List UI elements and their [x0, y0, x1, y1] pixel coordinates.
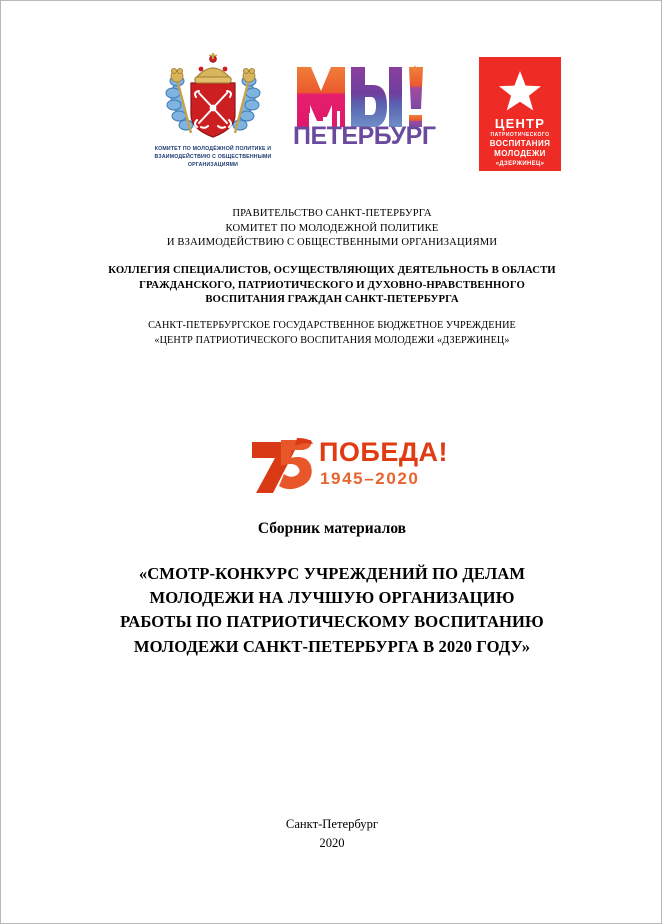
- dzerzhinets-line-4: МОЛОДЕЖИ: [494, 149, 546, 158]
- organization-line-3: И ВЗАИМОДЕЙСТВИЮ С ОБЩЕСТВЕННЫМИ ОРГАНИЗАЦИЯМИ: [166, 237, 498, 249]
- collection-subtitle: Сборник материалов: [257, 520, 407, 537]
- my-peterburg-wordmark-icon: [293, 65, 443, 127]
- dzerzhinets-line-5: «ДЗЕРЖИНЕЦ»: [495, 161, 545, 167]
- my-peterburg-logo: [293, 65, 443, 165]
- dzerzhinets-line-2: ПАТРИОТИЧЕСКОГО: [490, 132, 550, 138]
- victory-years: 1945–2020: [320, 469, 420, 488]
- five-pointed-star-icon: [498, 70, 542, 112]
- institution-block: [1, 319, 662, 348]
- page-title: [1, 562, 662, 659]
- victory-75-numeral-icon: [251, 436, 315, 494]
- organization-line-1: ПРАВИТЕЛЬСТВО САНКТ-ПЕТЕРБУРГА: [232, 208, 432, 219]
- collegium-block: [1, 263, 662, 307]
- dzerzhinets-line-3: ВОСПИТАНИЯ: [489, 139, 551, 148]
- dzerzhinets-text: [479, 117, 561, 169]
- title-line-3: РАБОТЫ ПО ПАТРИОТИЧЕСКОМУ ВОСПИТАНИЮ: [120, 612, 544, 632]
- organization-line-2: КОМИТЕТ ПО МОЛОДЕЖНОЙ ПОЛИТИКЕ: [225, 222, 439, 234]
- collegium-line-3: ВОСПИТАНИЯ ГРАЖДАН САНКТ-ПЕТЕРБУРГА: [205, 293, 459, 306]
- victory-word: ПОБЕДА!: [319, 437, 449, 467]
- saint-petersburg-coat-of-arms-icon: [133, 53, 293, 145]
- title-line-2: МОЛОДЕЖИ НА ЛУЧШУЮ ОРГАНИЗАЦИЮ: [149, 588, 515, 608]
- logo-row: [1, 53, 662, 173]
- collegium-line-1: КОЛЛЕГИЯ СПЕЦИАЛИСТОВ, ОСУЩЕСТВЛЯЮЩИХ ДЕЯТЕЛЬНОСТЬ В ОБЛАСТИ: [108, 264, 556, 276]
- collegium-line-2: ГРАЖДАНСКОГО, ПАТРИОТИЧЕСКОГО И ДУХОВНО-НРАВСТВЕННОГО: [139, 278, 525, 291]
- spb-committee-caption: [133, 145, 293, 169]
- institution-line-2: «ЦЕНТР ПАТРИОТИЧЕСКОГО ВОСПИТАНИЯ МОЛОДЕЖИ «ДЗЕРЖИНЕЦ»: [154, 334, 510, 346]
- organization-block: [1, 207, 662, 251]
- footer-year: 2020: [319, 836, 345, 850]
- title-line-4: МОЛОДЕЖИ САНКТ-ПЕТЕРБУРГА В 2020 ГОДУ»: [133, 636, 531, 656]
- imprint-footer: [1, 815, 662, 853]
- victory-75-logo: [249, 436, 449, 496]
- institution-line-1: САНКТ-ПЕТЕРБУРГСКОЕ ГОСУДАРСТВЕННОЕ БЮДЖЕТНОЕ УЧРЕЖДЕНИЕ: [148, 320, 516, 331]
- dzerzhinets-line-1: ЦЕНТР: [494, 116, 546, 131]
- spb-caption-line-3: С ОБЩЕСТВЕННЫМИ ОРГАНИЗАЦИЯМИ: [187, 154, 272, 168]
- spb-committee-logo: [133, 53, 293, 175]
- footer-city: Санкт-Петербург: [285, 817, 379, 831]
- spb-caption-line-1: КОМИТЕТ ПО МОЛОДЁЖНОЙ: [154, 146, 234, 152]
- title-line-1: «СМОТР-КОНКУРС УЧРЕЖДЕНИЙ ПО ДЕЛАМ: [138, 564, 526, 583]
- dzerzhinets-logo: [479, 57, 561, 171]
- my-peterburg-subtitle: ПЕТЕРБУРГ: [293, 122, 436, 150]
- spb-caption-line-2: ПОЛИТИКЕ И ВЗАИМОДЕЙСТВИЮ: [154, 146, 272, 160]
